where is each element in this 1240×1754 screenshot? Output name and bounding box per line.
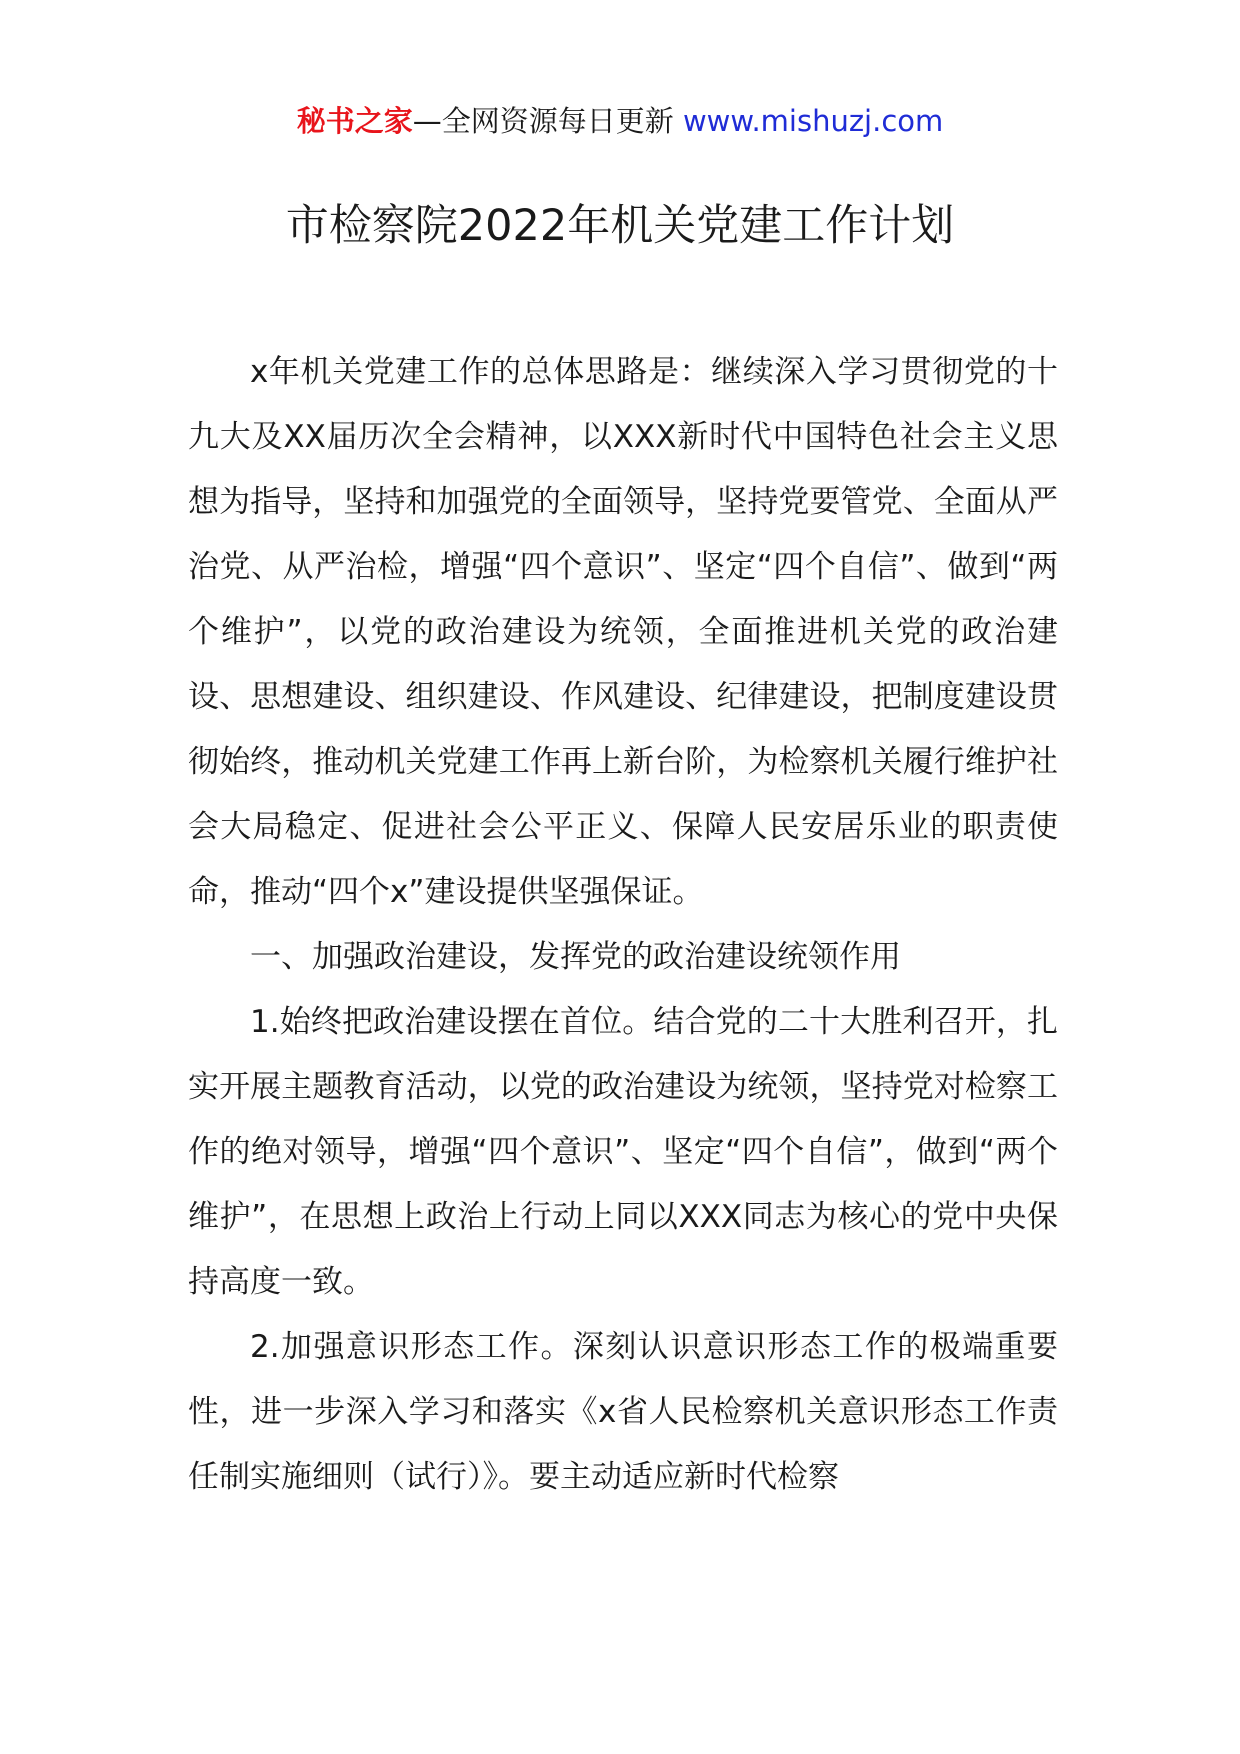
website-link[interactable]: www.mishuzj.com — [682, 104, 944, 138]
intro-paragraph: x年机关党建工作的总体思路是：继续深入学习贯彻党的十九大及XX届历次全会精神，以XXX新时代中国特色社会主义思想为指导，坚持和加强党的全面领导，坚持党要管党、全面从严治党、从严治检，增强“四个意识”、坚定“四个自信”、做到“两个维护”，以党的政治建设为统领，全面推进机关党的政治建设、思想建设、组织建设、作风建设、纪律建设，把制度建设贯彻始终，推动机关党建工作再上新台阶，为检察机关履行维护社会大局稳定、促进社会公平正义、保障人民安居乐业的职责使命，推动“四个x”建设提供坚强保证。 — [188, 354, 1058, 910]
document-body — [188, 340, 1058, 1510]
item-paragraph-1: 1.始终把政治建设摆在首位。结合党的二十大胜利召开，扎实开展主题教育活动，以党的政治建设为统领，坚持党对检察工作的绝对领导，增强“四个意识”、坚定“四个自信”，做到“两个维护”，在思想上政治上行动上同以XXX同志为核心的党中央保持高度一致。 — [188, 1004, 1058, 1300]
document-title: 市检察院2022年机关党建工作计划 — [285, 201, 955, 251]
item-paragraph-2: 2.加强意识形态工作。深刻认识意识形态工作的极端重要性，进一步深入学习和落实《x省人民检察机关意识形态工作责任制实施细则（试行）》。要主动适应新时代检察 — [188, 1329, 1058, 1495]
banner-slogan: —全网资源每日更新 — [412, 104, 683, 138]
brand-name: 秘书之家 — [296, 104, 413, 138]
section-heading: 一、加强政治建设，发挥党的政治建设统领作用 — [250, 939, 901, 975]
site-banner — [0, 98, 1240, 144]
